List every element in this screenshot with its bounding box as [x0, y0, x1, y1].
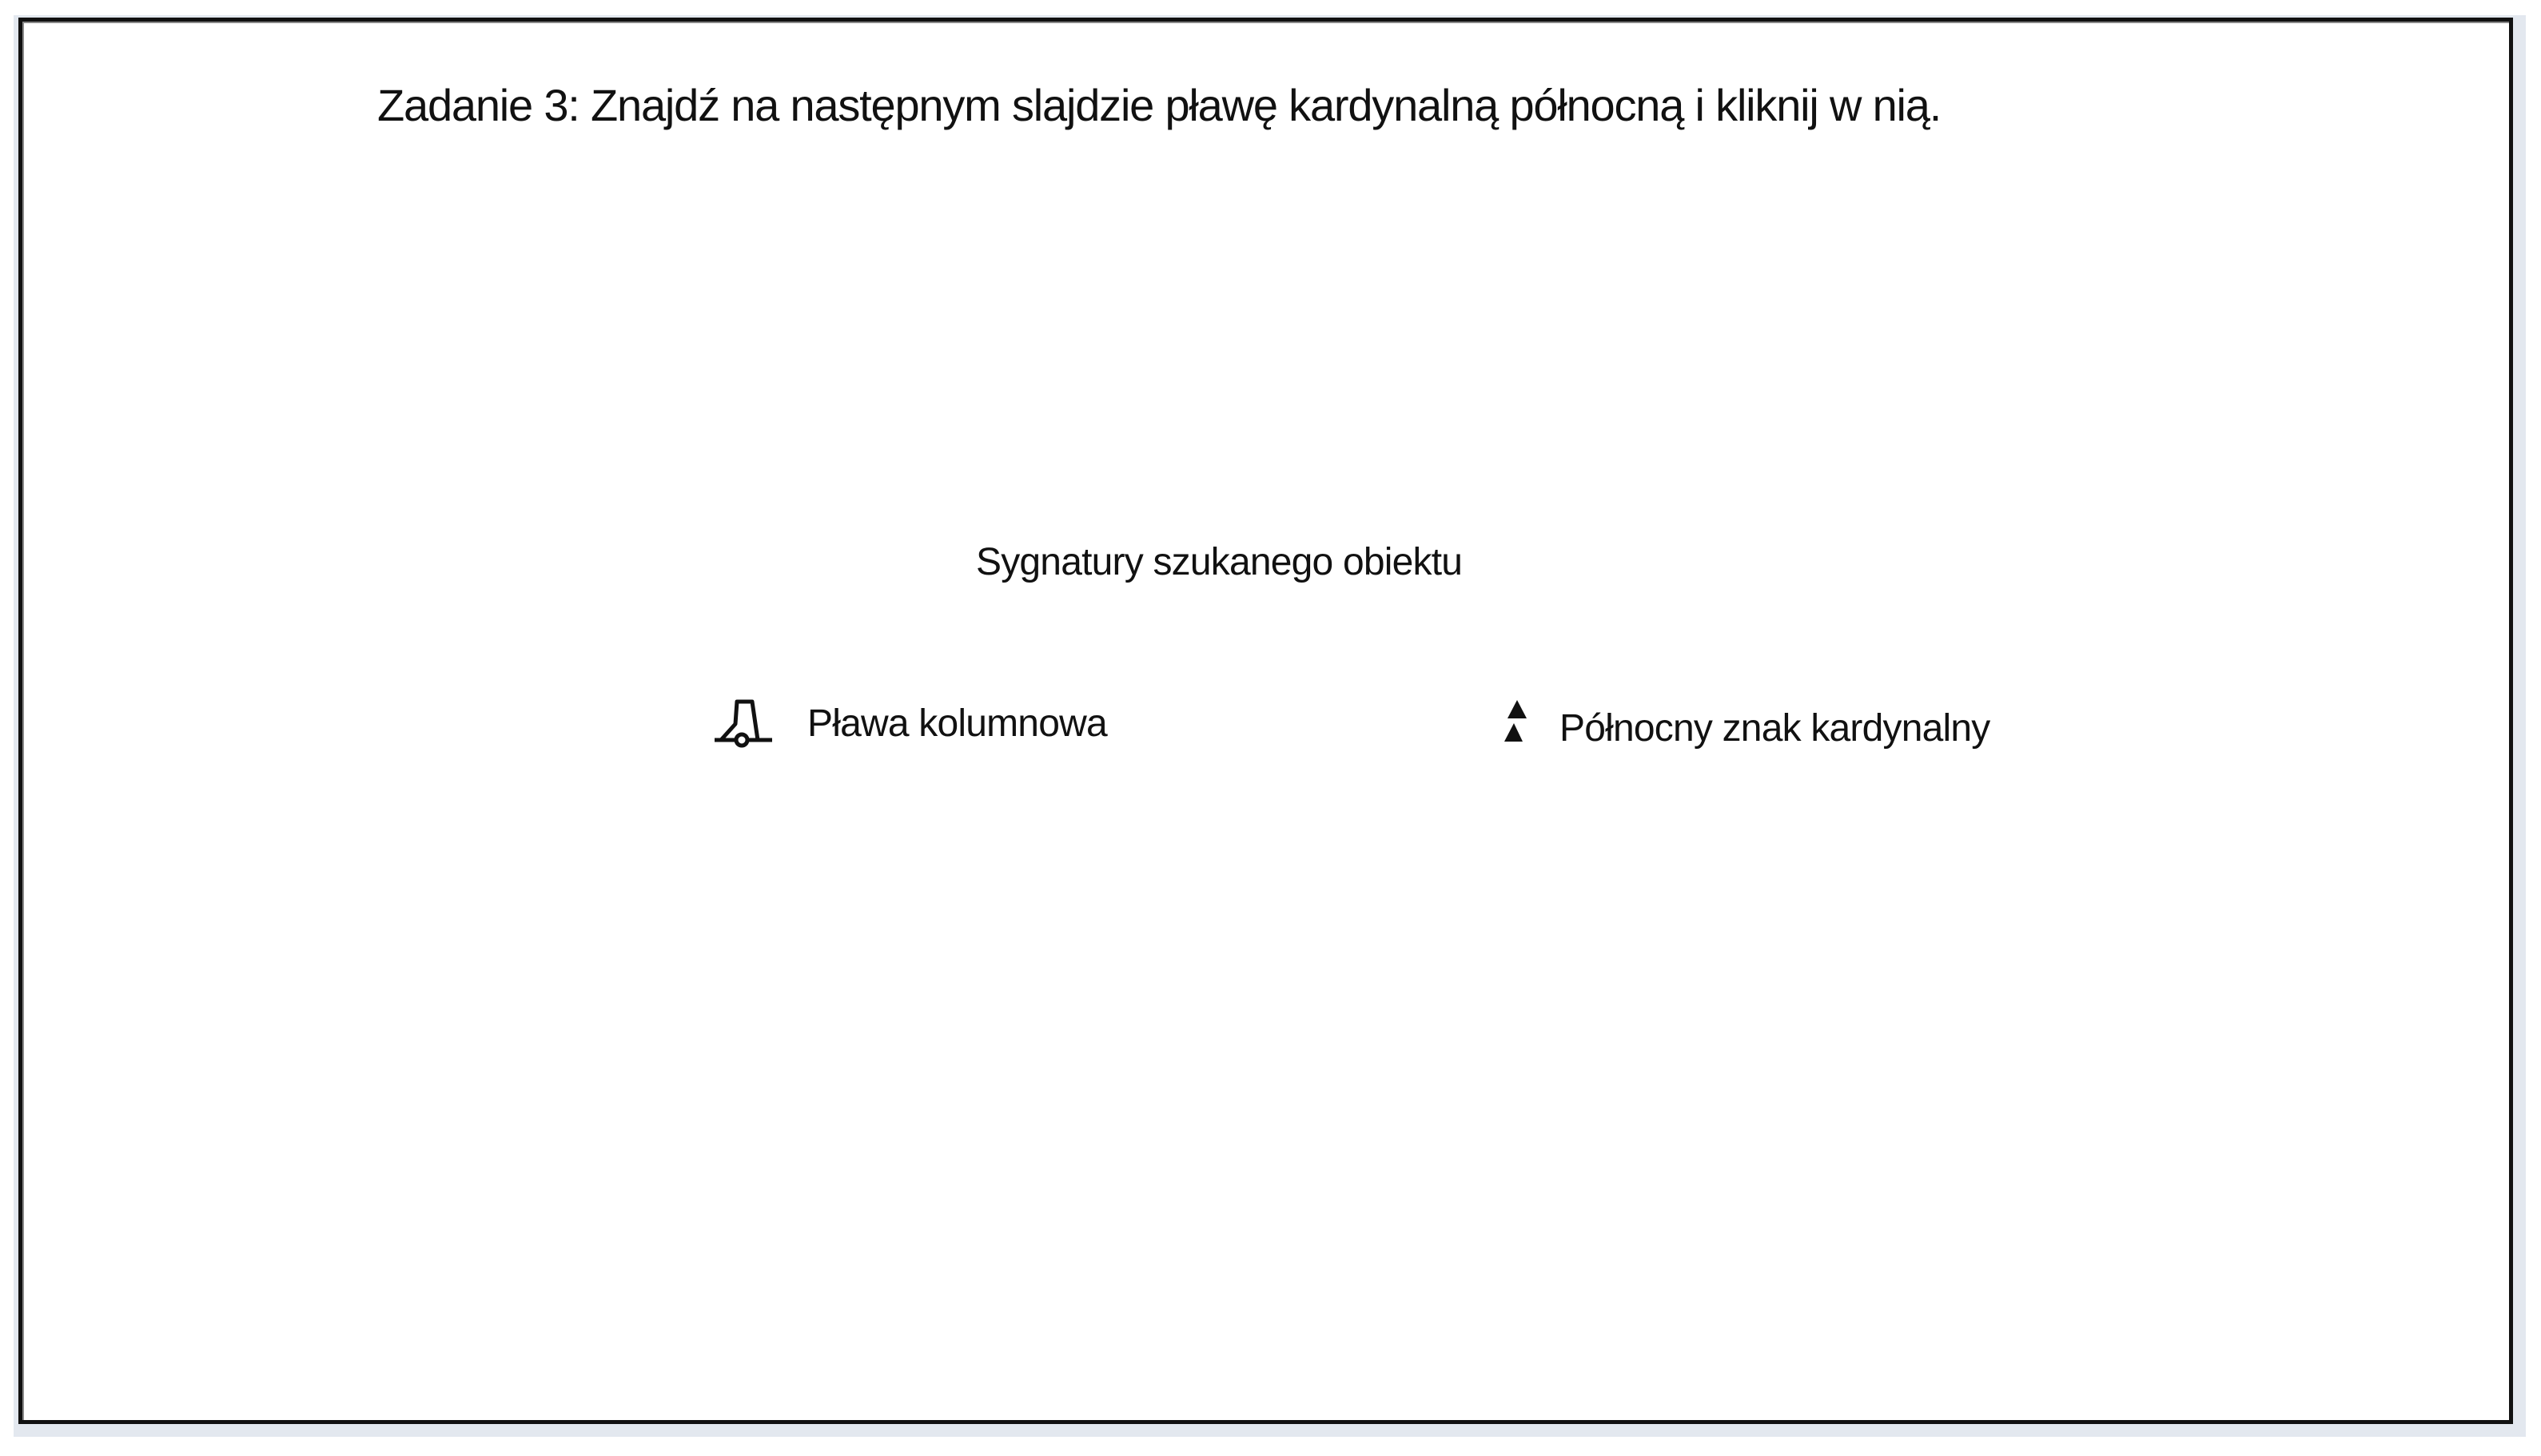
slide	[18, 18, 2513, 1424]
north-cardinal-mark-icon	[1499, 695, 1531, 745]
task-title: Zadanie 3: Znajdź na następnym slajdzie pławę kardynalną północną i kliknij w nią.	[377, 80, 1942, 130]
legend-label-north-cardinal: Północny znak kardynalny	[1559, 707, 1990, 750]
legend-label-pillar-buoy: Pława kolumnowa	[807, 702, 1107, 745]
legend-heading: Sygnatury szukanego obiektu	[976, 541, 1463, 583]
pillar-buoy-icon	[711, 695, 775, 751]
